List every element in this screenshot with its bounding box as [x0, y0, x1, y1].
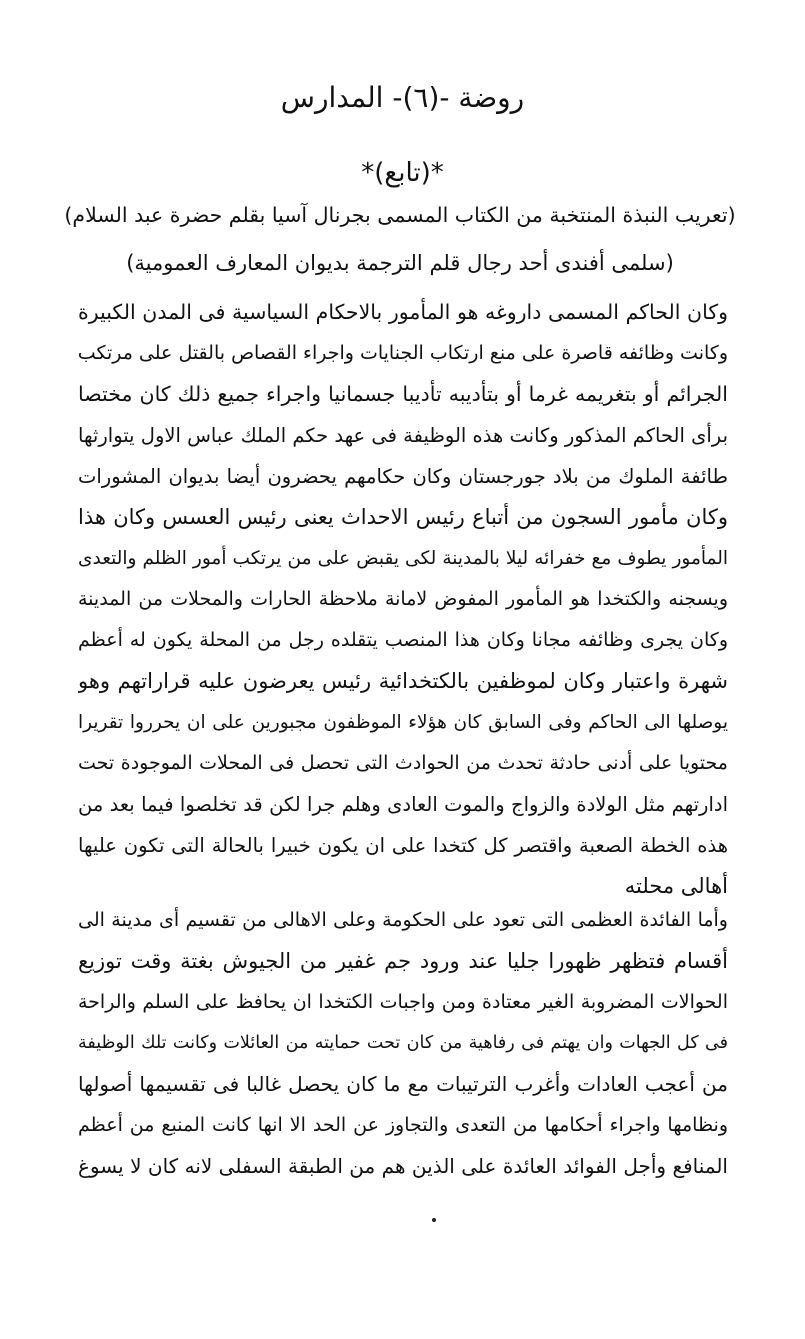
text-line: يوصلها الى الحاكم وفى السابق كان هؤلاء الموظفون مجبورين على ان يحرروا تقريرا: [78, 712, 728, 733]
page-header: [0, 78, 805, 118]
text-line: وكان يجرى وظائفه مجانا وكان هذا المنصب يتقلده رجل من المحلة يكون له أعظم: [78, 629, 728, 651]
text-line: ونظامها واجراء أحكامها من التعدى والتجاوز عن الحد الا انها كانت المنبع من أعظم: [78, 1114, 728, 1136]
continued-label: *(تابع)*: [361, 158, 444, 188]
text-line: هذه الخطة الصعبة واقتصر كل كتخدا على ان يكون خبيرا بالحالة التى تكون عليها: [78, 834, 728, 857]
paragraph-1: [78, 292, 728, 907]
header-title: روضة -(٦)- المدارس: [280, 81, 525, 114]
text-line: طائفة الملوك من بلاد جورجستان وكان حكامهم يحضرون أيضا بديوان المشورات: [78, 465, 728, 488]
text-line: شهرة واعتبار وكان لموظفين بالكتخدائية رئيس يعرضون عليه قراراتهم وهو: [78, 669, 728, 693]
text-line: أقسام فتظهر ظهورا جليا عند ورود جم غفير من الجيوش بغتة وقت توزيع: [78, 949, 728, 973]
text-line: المأمور يطوف مع خفرائه ليلا بالمدينة لكى يقبض على من يرتكب أمور الظلم والتعدى: [78, 548, 728, 569]
text-line: وكان مأمور السجون من أتباع رئيس الاحداث يعنى رئيس العسس وكان هذا: [78, 505, 728, 529]
text-line: الجرائم أو بتغريمه غرما أو بتأديبه تأديبا جسمانيا واجراء جميع ذلك كان مختصا: [78, 382, 728, 406]
subtitle-line: (سلمى أفندى أحد رجال قلم الترجمة بديوان المعارف العمومية): [126, 251, 674, 275]
text-line: محتويا على أدنى حادثة تحدث من الحوادث التى تحصل فى المحلات الموجودة تحت: [78, 752, 728, 774]
text-line: ويسجنه والكتخدا هو المأمور المفوض لامانة ملاحظة الحارات والمحلات من المدينة: [78, 588, 728, 610]
paragraph-2: [78, 900, 728, 1187]
text-line: ادارتهم مثل الولادة والزواج والموت العادى وهلم جرا لكن قد تخلصوا فيما بعد من: [78, 793, 728, 816]
ink-dot: [432, 1218, 436, 1222]
text-line: فى كل الجهات وان يهتم فى رفاهية من كان تحت حمايته من العائلات وكانت تلك الوظيفة: [78, 1033, 728, 1053]
text-line: وكانت وظائفه قاصرة على منع ارتكاب الجنايات واجراء القصاص بالقتل على مرتكب: [78, 342, 728, 364]
text-line: وكان الحاكم المسمى داروغه هو المأمور بالاحكام السياسية فى المدن الكبيرة: [78, 300, 728, 324]
subtitle-line: (تعريب النبذة المنتخبة من الكتاب المسمى بجرنال آسيا بقلم حضرة عبد السلام): [64, 203, 736, 227]
text-line: الحوالات المضروبة الغير معتادة ومن واجبات الكتخدا ان يحافظ على السلم والراحة: [78, 991, 728, 1013]
text-line: المنافع وأجل الفوائد العائدة على الذين هم من الطبقة السفلى لانه كان لا يسوغ: [78, 1154, 728, 1178]
text-line: من أعجب العادات وأغرب الترتيبات مع ما كان يحصل غالبا فى تقسيمها أصولها: [78, 1072, 728, 1096]
text-line: وأما الفائدة العظمى التى تعود على الحكومة وعلى الاهالى من تقسيم أى مدينة الى: [78, 909, 728, 931]
text-line: برأى الحاكم المذكور وكانت هذه الوظيفة فى عهد حكم الملك عباس الاول يتوارثها: [78, 424, 728, 447]
text-line: أهالى محلته: [624, 874, 728, 898]
